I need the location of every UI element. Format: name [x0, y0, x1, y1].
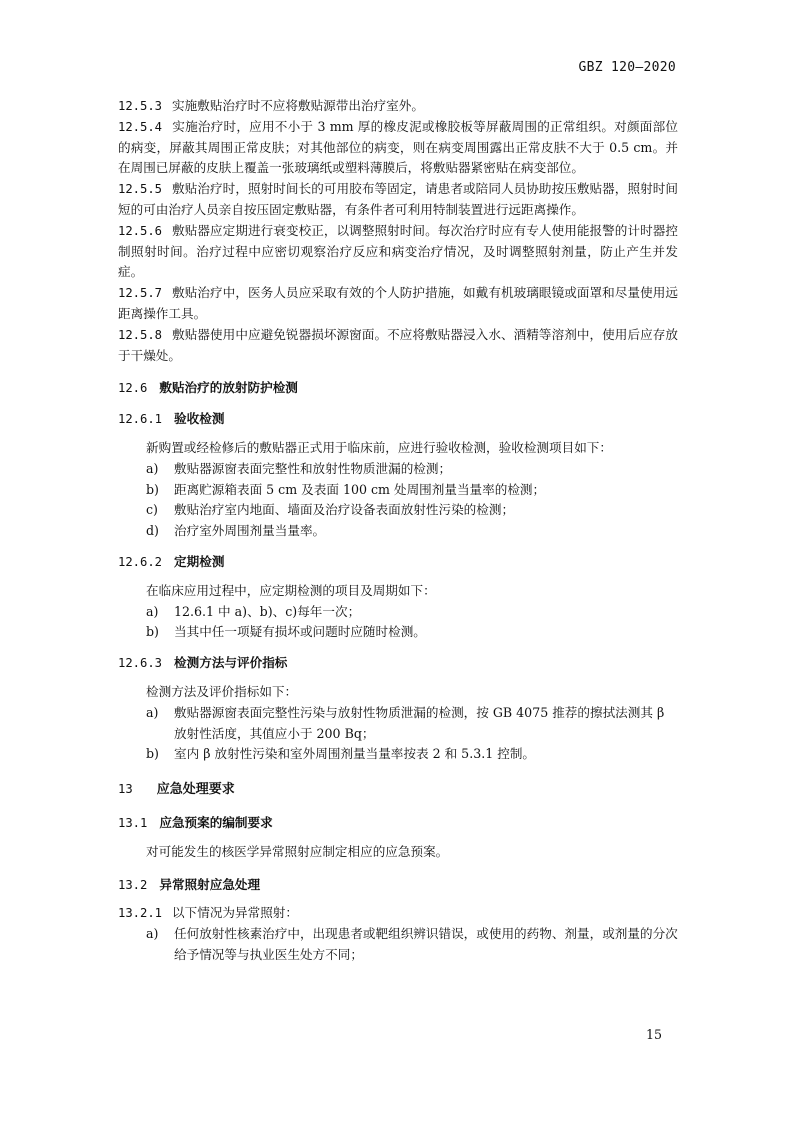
- clause-number: 12.5.6: [118, 223, 163, 238]
- clause-12-5-4: [118, 117, 678, 179]
- clause-12-5-6: [118, 221, 678, 283]
- section-number: 12.6: [118, 381, 148, 396]
- section-heading-12-6-3: [118, 653, 678, 674]
- section-heading-12-6-1: [118, 409, 678, 430]
- list-marker: b): [146, 746, 159, 762]
- section-heading-13-1: [118, 813, 678, 834]
- list-marker: a): [146, 704, 159, 720]
- list-item: [118, 622, 678, 643]
- section-number: 13.2: [118, 877, 148, 892]
- list-marker: a): [146, 926, 159, 942]
- section-title: 验收检测: [174, 411, 225, 427]
- list-marker: a): [146, 460, 159, 476]
- clause-number: 12.5.7: [118, 286, 163, 301]
- section-number: 13.1: [118, 815, 148, 830]
- list-marker: a): [146, 603, 159, 619]
- list-item: [118, 602, 678, 623]
- section-intro: 检测方法及评价指标如下：: [146, 683, 298, 699]
- section-number: 12.6.2: [118, 554, 163, 569]
- list-item: [118, 703, 678, 745]
- section-title: 敷贴治疗的放射防护检测: [159, 380, 298, 396]
- clause-text: 敷贴治疗中，医务人员应采取有效的个人防护措施，如戴有机玻璃眼镜或面罩和尽量使用远距离操作工具。: [118, 285, 678, 321]
- clause-12-5-7: [118, 283, 678, 325]
- list-item-text: 距离贮源箱表面 5 cm 及表面 100 cm 处周围剂量当量率的检测；: [174, 481, 546, 497]
- list-item: [118, 459, 678, 480]
- section-number: 12.6.1: [118, 412, 163, 427]
- section-number: 12.6.3: [118, 656, 163, 671]
- chapter-number: 13: [118, 782, 133, 797]
- clause-12-5-5: [118, 179, 678, 221]
- clause-text: 敷贴器使用中应避免锐器损坏源窗面。不应将敷贴器浸入水、酒精等溶剂中，使用后应存放于干燥处。: [118, 326, 678, 363]
- section-intro: 在临床应用过程中，应定期检测的项目及周期如下：: [146, 582, 436, 598]
- section-heading-13-2: [118, 875, 678, 896]
- section-heading-12-6-2: [118, 552, 678, 573]
- clause-13-2-1: [118, 903, 678, 924]
- clause-12-5-8: [118, 325, 678, 367]
- clause-number: 13.2.1: [118, 906, 163, 921]
- list-item-text: 敷贴器源窗表面完整性和放射性物质泄漏的检测；: [174, 460, 452, 476]
- list-item-text: 敷贴治疗室内地面、墙面及治疗设备表面放射性污染的检测；: [174, 502, 515, 518]
- section-title: 应急预案的编制要求: [159, 814, 273, 830]
- standard-number: GBZ 120—2020: [578, 60, 676, 75]
- list-marker: b): [146, 481, 159, 497]
- clause-text: 敷贴器应定期进行衰变校正，以调整照射时间。每次治疗时应有专人使用能报警的计时器控制照射时间。治疗过程中应密切观察治疗反应和病变治疗情况，及时调整照射剂量，防止产生并发症。: [118, 222, 678, 280]
- list-item: [118, 500, 678, 521]
- clause-number: 12.5.5: [118, 182, 163, 197]
- list-marker: c): [146, 502, 158, 518]
- list-marker: b): [146, 624, 159, 640]
- chapter-heading-13: [118, 779, 678, 801]
- clause-text: 以下情况为异常照射：: [172, 905, 298, 921]
- list-item-text: 敷贴器源窗表面完整性污染与放射性物质泄漏的检测，按 GB 4075 推荐的擦拭法测其 β 放射性活度，其值应小于 200 Bq；: [174, 704, 665, 741]
- list-item: [118, 521, 678, 542]
- list-item: [118, 924, 678, 966]
- clause-text: 实施治疗时，应用不小于 3 mm 厚的橡皮泥或橡胶板等屏蔽周围的正常组织。对颜面部位的病变，屏蔽其周围正常皮肤；对其他部位的病变，则在病变周围露出正常皮肤不大于 0.5 cm。并在周围已屏蔽的皮肤上覆盖一张玻璃纸或塑料薄膜后，将敷贴器紧密贴在病变部位。: [118, 118, 678, 176]
- section-title: 定期检测: [174, 553, 225, 569]
- section-intro: 新购置或经检修后的敷贴器正式用于临床前，应进行验收检测，验收检测项目如下：: [146, 439, 612, 455]
- list-item-text: 任何放射性核素治疗中，出现患者或靶组织辨识错误，或使用的药物、剂量，或剂量的分次给予情况等与执业医生处方不同；: [174, 926, 678, 962]
- clause-text: 敷贴治疗时，照射时间长的可用胶布等固定，请患者或陪同人员协助按压敷贴器，照射时间短的可由治疗人员亲自按压固定敷贴器，有条件者可利用特制装置进行远距离操作。: [118, 181, 678, 217]
- clause-number: 12.5.8: [118, 327, 163, 342]
- section-title: 检测方法与评价指标: [174, 655, 288, 671]
- list-item-text: 室内 β 放射性污染和室外周围剂量当量率按表 2 和 5.3.1 控制。: [174, 746, 536, 762]
- list-marker: d): [146, 523, 159, 539]
- list-item-text: 当其中任一项疑有损坏或问题时应随时检测。: [174, 624, 426, 640]
- clause-text: 实施敷贴治疗时不应将敷贴源带出治疗室外。: [172, 98, 424, 113]
- chapter-title: 应急处理要求: [156, 782, 235, 798]
- list-item: [118, 480, 678, 501]
- page-number: 15: [645, 1027, 662, 1042]
- clause-number: 12.5.4: [118, 119, 163, 134]
- section-heading-12-6: [118, 378, 678, 399]
- page-content: [118, 96, 678, 966]
- list-item-text: 12.6.1 中 a)、b)、c)每年一次；: [174, 603, 361, 619]
- section-body: 对可能发生的核医学异常照射应制定相应的应急预案。: [146, 843, 449, 859]
- list-item-text: 治疗室外周围剂量当量率。: [174, 523, 326, 539]
- clause-12-5-3: [118, 96, 678, 117]
- list-item: [118, 744, 678, 765]
- clause-number: 12.5.3: [118, 99, 163, 113]
- section-title: 异常照射应急处理: [159, 876, 261, 892]
